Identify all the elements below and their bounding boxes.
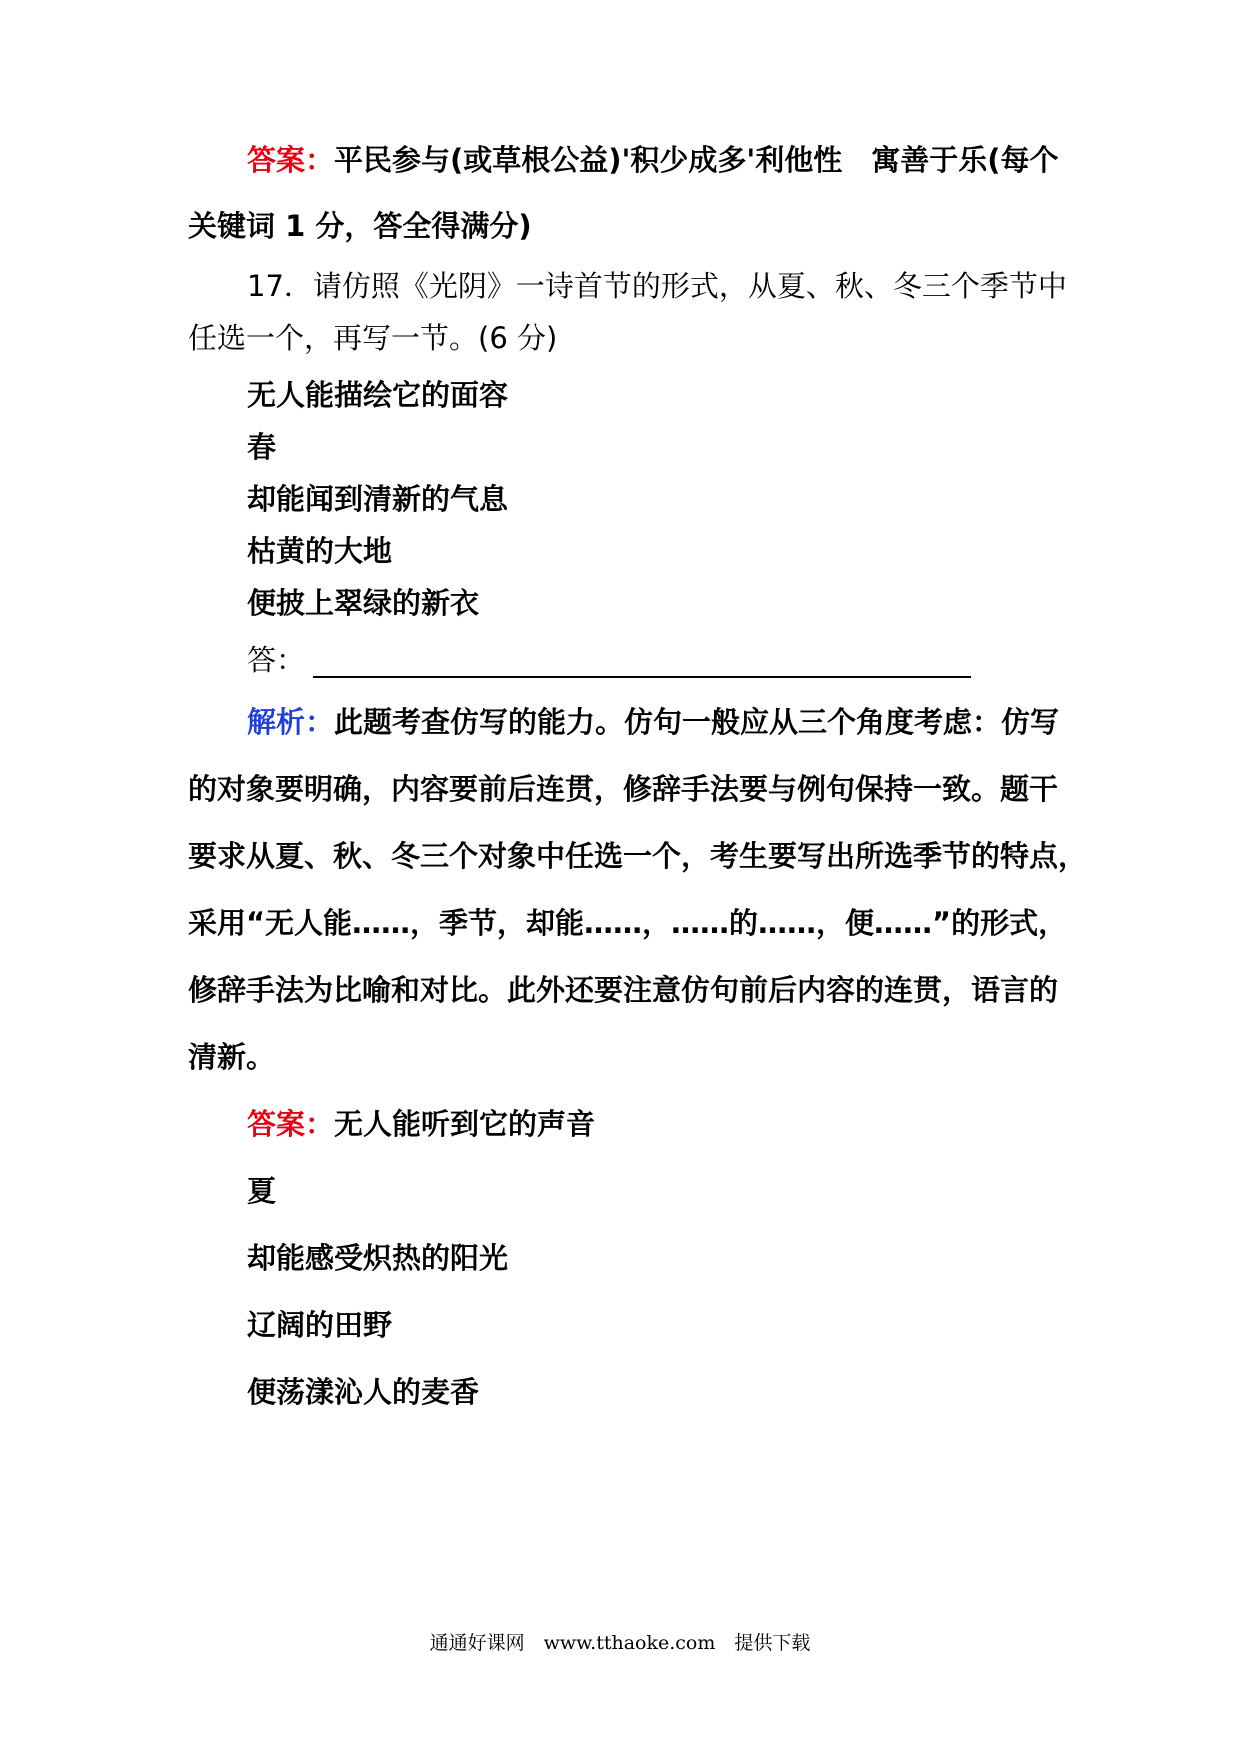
analysis-line: 要求从夏、秋、冬三个对象中任选一个，考生要写出所选季节的特点， bbox=[188, 839, 1088, 873]
poem-line: 枯黄的大地 bbox=[247, 534, 393, 568]
answer-line bbox=[247, 1104, 595, 1144]
answer-text: 无人能听到它的声音 bbox=[334, 1107, 596, 1141]
poem-line: 却能闻到清新的气息 bbox=[247, 482, 509, 516]
answer-blank-row bbox=[247, 640, 971, 680]
answer-blank-label: 答： bbox=[247, 643, 306, 677]
analysis-line: 清新。 bbox=[188, 1040, 276, 1074]
poem-line: 便披上翠绿的新衣 bbox=[247, 586, 480, 620]
analysis-label: 解析： bbox=[247, 705, 335, 739]
answer-text: 平民参与(或草根公益)'积少成多'利他性 寓善于乐(每个 bbox=[334, 143, 1059, 177]
question-text-continued: 任选一个，再写一节。(6 分) bbox=[188, 321, 558, 355]
poem-line: 无人能描绘它的面容 bbox=[247, 378, 509, 412]
analysis-text: 此题考查仿写的能力。仿句一般应从三个角度考虑：仿写 bbox=[334, 705, 1060, 739]
answer-line: 夏 bbox=[247, 1174, 277, 1208]
answer-blank-line bbox=[313, 676, 971, 678]
analysis-line: 采用“无人能……，季节，却能……，……的……，便……”的形式， bbox=[188, 906, 1068, 940]
answer-line-2 bbox=[188, 206, 532, 246]
analysis-line bbox=[247, 702, 1059, 742]
analysis-line: 修辞手法为比喻和对比。此外还要注意仿句前后内容的连贯，语言的 bbox=[188, 973, 1059, 1007]
poem-line: 春 bbox=[247, 430, 277, 464]
answer-line-1 bbox=[247, 140, 1059, 180]
question-17-line-1 bbox=[247, 266, 1067, 306]
page-footer: 通通好课网 www.tthaoke.com 提供下载 bbox=[429, 1632, 811, 1654]
answer-line: 便荡漾沁人的麦香 bbox=[247, 1375, 480, 1409]
answer-line: 却能感受炽热的阳光 bbox=[247, 1241, 509, 1275]
answer-text-continued: 关键词 1 分，答全得满分) bbox=[188, 209, 532, 243]
answer-label: 答案： bbox=[247, 1107, 335, 1141]
answer-label: 答案： bbox=[247, 143, 335, 177]
question-text: 17．请仿照《光阴》一诗首节的形式，从夏、秋、冬三个季节中 bbox=[247, 269, 1067, 303]
answer-line: 辽阔的田野 bbox=[247, 1308, 393, 1342]
question-17-line-2 bbox=[188, 318, 557, 358]
analysis-line: 的对象要明确，内容要前后连贯，修辞手法要与例句保持一致。题干 bbox=[188, 772, 1059, 806]
